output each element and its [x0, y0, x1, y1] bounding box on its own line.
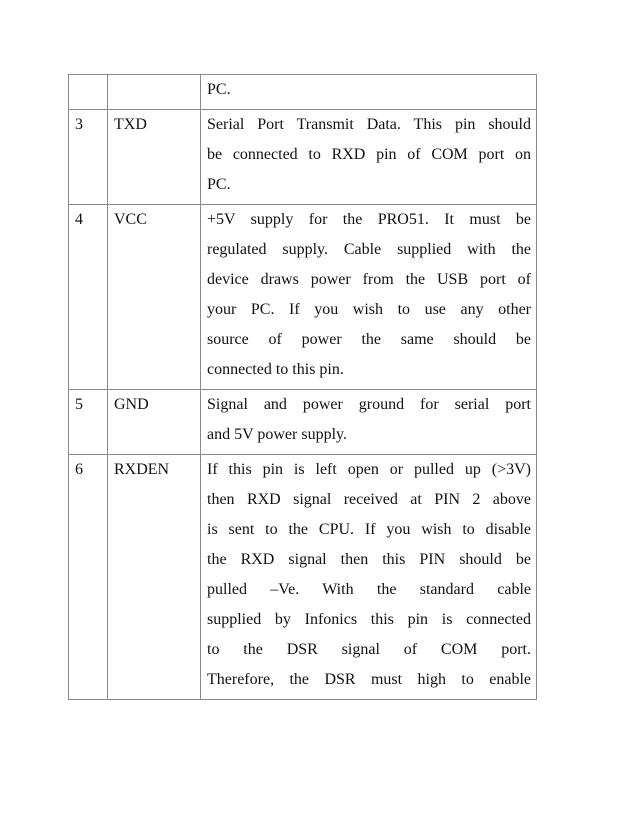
description-line: then RXD signal received at PIN 2 above — [207, 491, 531, 508]
description-line: +5V supply for the PRO51. It must be — [207, 211, 531, 228]
description-line: is sent to the CPU. If you wish to disable — [207, 521, 531, 538]
pin-description-cell — [201, 75, 537, 110]
pin-number-cell — [69, 75, 108, 110]
pin-number-cell: 3 — [69, 110, 108, 205]
table-row — [69, 390, 537, 455]
description-line: Serial Port Transmit Data. This pin should — [207, 116, 531, 133]
pin-description-cell — [201, 390, 537, 455]
description-line: If this pin is left open or pulled up (>3V) — [207, 461, 531, 478]
description-line: to the DSR signal of COM port. — [207, 641, 531, 658]
description-line: PC. — [207, 176, 231, 193]
description-line: PC. — [207, 81, 231, 98]
table-row — [69, 75, 537, 110]
pin-name-cell: RXDEN — [108, 455, 201, 700]
description-line: connected to this pin. — [207, 361, 344, 378]
pin-number-cell: 5 — [69, 390, 108, 455]
pin-description-cell — [201, 110, 537, 205]
description-line: be connected to RXD pin of COM port on — [207, 146, 531, 163]
pin-name-cell: TXD — [108, 110, 201, 205]
pin-description-table — [68, 74, 537, 700]
table-body — [69, 75, 537, 700]
description-line: the RXD signal then this PIN should be — [207, 551, 531, 568]
pin-description-cell — [201, 205, 537, 390]
pin-name-cell: GND — [108, 390, 201, 455]
description-line: pulled –Ve. With the standard cable — [207, 581, 531, 598]
description-line: device draws power from the USB port of — [207, 271, 531, 288]
description-line: source of power the same should be — [207, 331, 531, 348]
pin-number-cell: 6 — [69, 455, 108, 700]
table-row — [69, 455, 537, 700]
pin-name-cell — [108, 75, 201, 110]
description-line: Signal and power ground for serial port — [207, 396, 531, 413]
description-line: Therefore, the DSR must high to enable — [207, 671, 531, 688]
table-row — [69, 110, 537, 205]
description-line: supplied by Infonics this pin is connected — [207, 611, 531, 628]
pin-name-cell: VCC — [108, 205, 201, 390]
description-line: your PC. If you wish to use any other — [207, 301, 531, 318]
table-row — [69, 205, 537, 390]
description-line: regulated supply. Cable supplied with the — [207, 241, 531, 258]
description-line: and 5V power supply. — [207, 426, 347, 443]
pin-description-cell — [201, 455, 537, 700]
pin-number-cell: 4 — [69, 205, 108, 390]
